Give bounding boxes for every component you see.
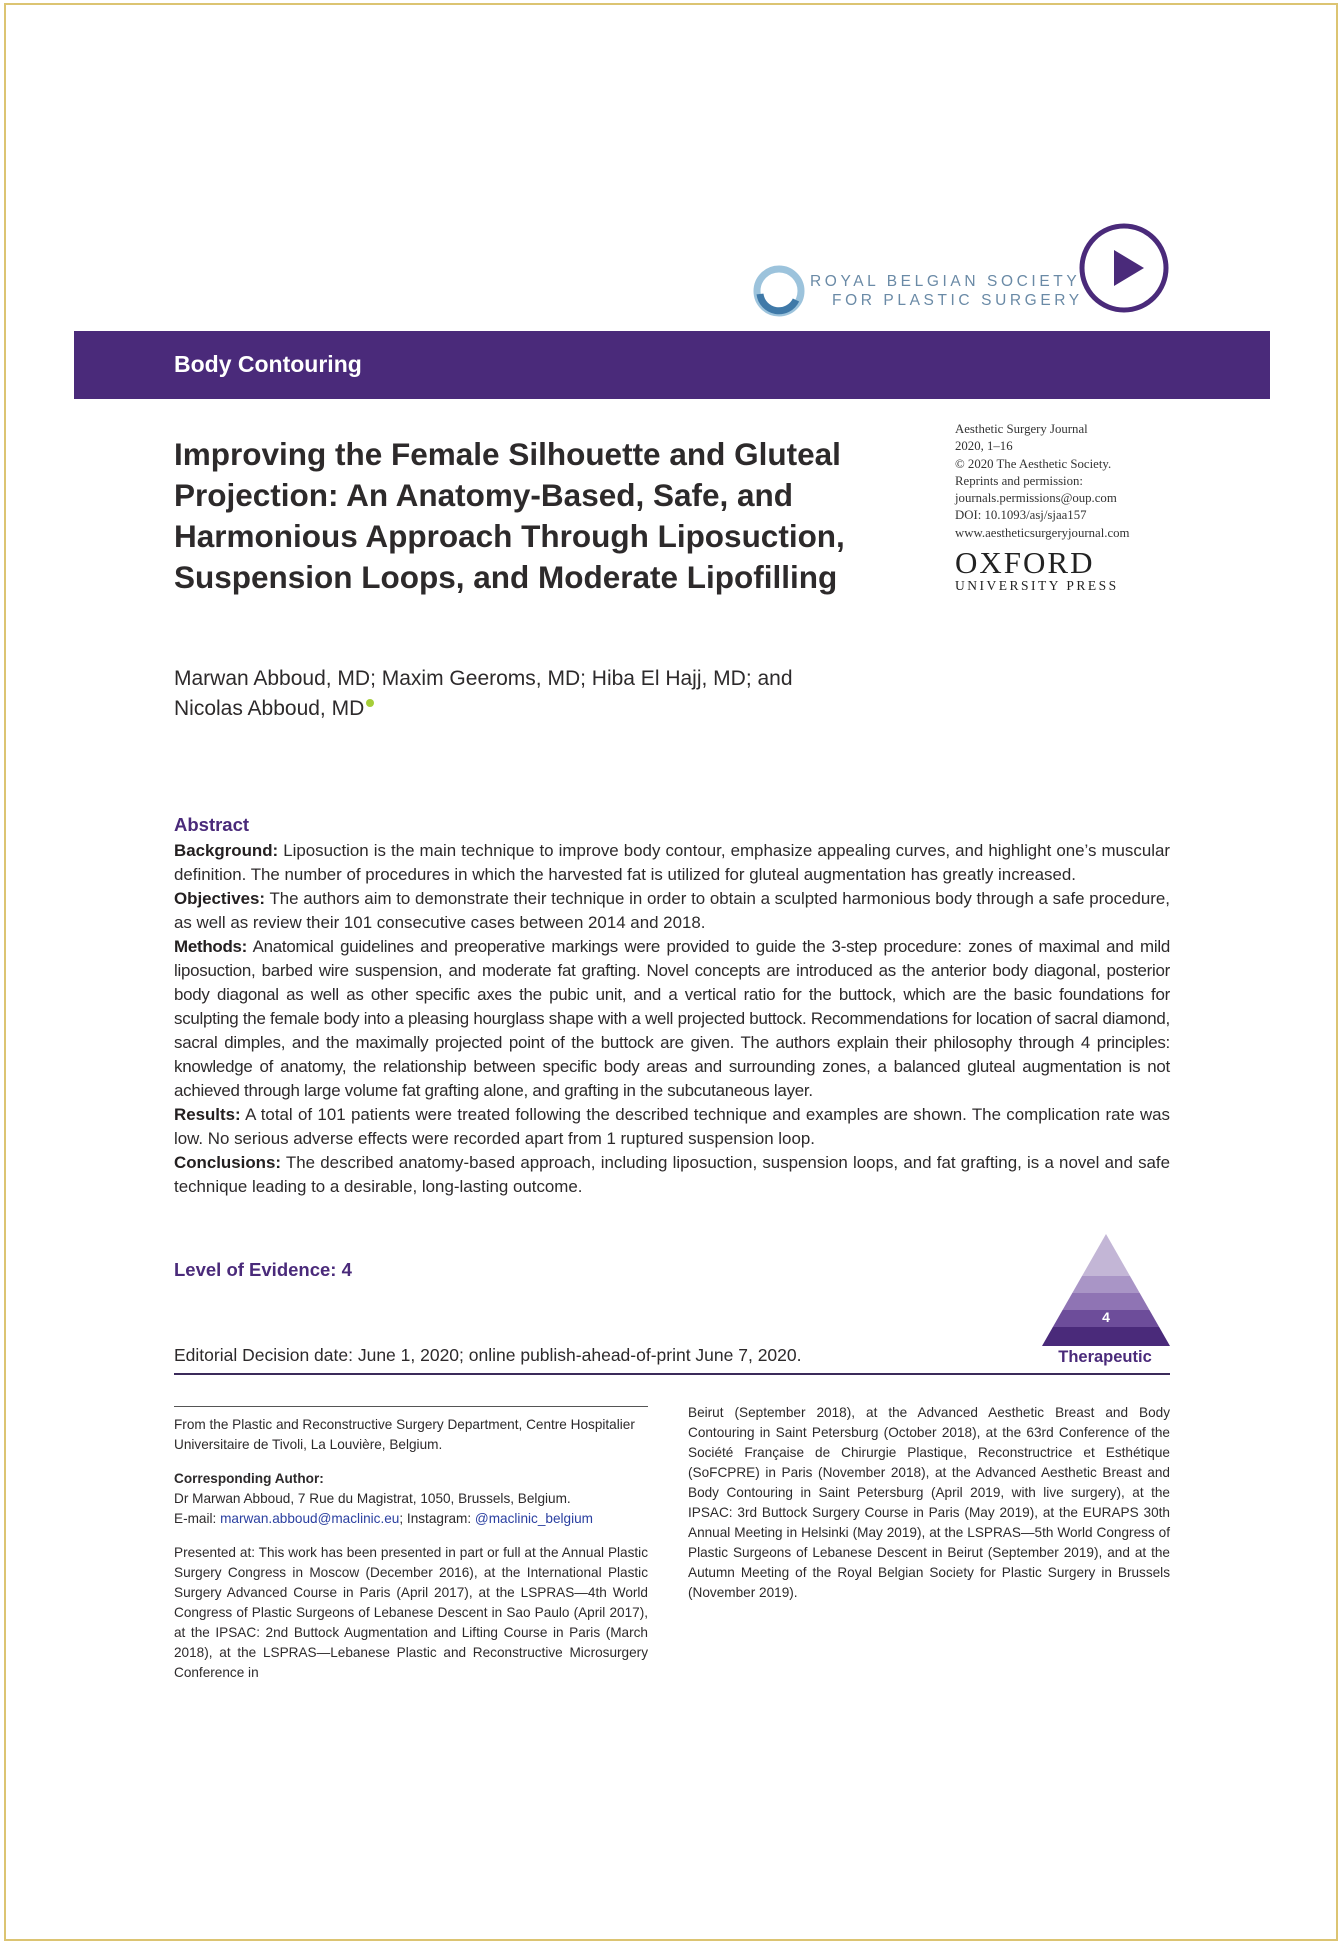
journal-volume: 2020, 1–16 xyxy=(955,439,1013,454)
abstract-background xyxy=(174,839,1170,887)
evidence-level-number: 4 xyxy=(1102,1309,1110,1325)
objectives-label: Objectives: xyxy=(174,889,266,908)
publisher-logo-oxford: OXFORD xyxy=(955,545,1095,581)
results-label: Results: xyxy=(174,1105,241,1124)
journal-reprints: Reprints and permission: xyxy=(955,473,1083,488)
abstract-conclusions xyxy=(174,1151,1170,1199)
presented-at-part2: Beirut (September 2018), at the Advanced Aesthetic Breast and Body Contouring in Saint Petersburg (October 2018), at the 63rd Conference of the Société Française de Chirurgie Plastique, Reconstructrice et Esthétique (SoFCPRE) in Paris (November 2018), at the Advanced Aesthetic Breast and Body Contouring in Saint Petersburg (April 2019, with live surgery), at the IPSAC: 3rd Buttock Surgery Course in Paris (May 2019), at the EURAPS 30th Annual Meeting in Helsinki (May 2019), at the LSPRAS—5th World Congress of Plastic Surgeons of Lebanese Descent in Beirut (September 2019), and at the Autumn Meeting of the Royal Belgian Society for Plastic Surgery in Brussels (November 2019). xyxy=(688,1405,1170,1600)
pyramid-tier-2 xyxy=(1072,1276,1139,1293)
instagram-label: ; Instagram: xyxy=(399,1511,472,1526)
footnote-rule xyxy=(174,1406,648,1407)
footnotes-left-column xyxy=(174,1415,648,1697)
corresponding-address: Dr Marwan Abboud, 7 Rue du Magistrat, 1050, Brussels, Belgium. xyxy=(174,1491,571,1506)
instagram-link[interactable]: @maclinic_belgium xyxy=(474,1511,593,1526)
presented-at-part1: Presented at: This work has been presented in part or full at the Annual Plastic Surgery Congress in Moscow (December 2016), at the International Plastic Surgery Advanced Course in Paris (April 2017), at the LSPRAS—4th World Congress of Plastic Surgeons of Lebanese Descent in Sao Paulo (April 2017), at the IPSAC: 2nd Buttock Augmentation and Lifting Course in Paris (March 2018), at the LSPRAS—Lebanese Plastic and Reconstructive Microsurgery Conference in xyxy=(174,1545,648,1680)
conclusions-text: The described anatomy-based approach, including liposuction, suspension loops, and fat grafting, is a novel and safe technique leading to a desirable, long-lasting outcome. xyxy=(174,1153,1171,1196)
results-text: A total of 101 patients were treated following the described technique and examples are shown. The complication rate was low. No serious adverse effects were recorded apart from 1 ruptured suspension loop. xyxy=(174,1105,1171,1148)
pyramid-tier-1 xyxy=(1082,1234,1130,1276)
email-label: E-mail: xyxy=(174,1511,217,1526)
methods-text: Anatomical guidelines and preoperative markings were provided to guide the 3-step procedure: zones of maximal and mild liposuction, barbed wire suspension, and moderate fat grafting. Novel concepts are introduced as the anterior body diagonal, posterior body diagonal as well as other specific axes the pubic unit, and a vertical ratio for the buttock, which are the basic foundations for sculpting the female body into a pleasing hourglass shape with a well projected buttock. Recommendations for location of sacral diamond, sacral dimples, and the maximally projected point of the buttock are given. The authors explain their philosophy through 4 principles: knowledge of anatomy, the relationship between specific body areas and surrounding zones, a balanced gluteal augmentation is not achieved through large volume fat grafting alone, and grafting in the subcutaneous layer. xyxy=(174,937,1170,1100)
play-circle-icon[interactable] xyxy=(1078,222,1170,314)
affiliation: From the Plastic and Reconstructive Surgery Department, Centre Hospitalier Universitaire de Tivoli, La Louvière, Belgium. xyxy=(174,1417,635,1452)
society-logo xyxy=(752,262,1083,320)
society-name-line2: FOR PLASTIC SURGERY xyxy=(832,292,1083,309)
evidence-pyramid-icon xyxy=(1040,1232,1172,1348)
society-name-line1: ROYAL BELGIAN SOCIETY xyxy=(810,273,1081,290)
conclusions-label: Conclusions: xyxy=(174,1153,281,1172)
journal-copyright: © 2020 The Aesthetic Society. xyxy=(955,456,1112,471)
corresponding-label: Corresponding Author: xyxy=(174,1471,324,1486)
background-text: Liposuction is the main technique to improve body contour, emphasize appealing curves, and highlight one’s muscular definition. The number of procedures in which the harvested fat is utilized for gluteal augmentation has greatly increased. xyxy=(174,841,1170,884)
publisher-logo-press: UNIVERSITY PRESS xyxy=(955,578,1119,594)
abstract-results xyxy=(174,1103,1170,1151)
journal-website[interactable]: www.aestheticsurgeryjournal.com xyxy=(955,525,1130,540)
journal-name: Aesthetic Surgery Journal xyxy=(955,422,1088,436)
abstract-methods xyxy=(174,935,1170,1103)
evidence-type-label: Therapeutic xyxy=(1058,1348,1152,1366)
article-title: Improving the Female Silhouette and Gluteal Projection: An Anatomy-Based, Safe, and Harmonious Approach Through Liposuction, Suspension Loops, and Moderate Lipofilling xyxy=(174,436,845,595)
background-label: Background: xyxy=(174,841,279,860)
email-link[interactable]: marwan.abboud@maclinic.eu xyxy=(220,1511,400,1526)
divider-rule xyxy=(174,1373,1170,1375)
abstract-body xyxy=(174,839,1170,1199)
abstract-objectives xyxy=(174,887,1170,935)
authors-line-1: Marwan Abboud, MD; Maxim Geeroms, MD; Hiba El Hajj, MD; and xyxy=(174,667,793,690)
section-banner xyxy=(74,331,1270,399)
swirl-logo-icon xyxy=(752,264,806,318)
orcid-icon[interactable] xyxy=(366,699,374,707)
objectives-text: The authors aim to demonstrate their technique in order to obtain a sculpted harmonious body through a safe procedure, as well as review their 101 consecutive cases between 2014 and 2018. xyxy=(174,889,1170,932)
section-label: Body Contouring xyxy=(174,351,362,377)
level-of-evidence: Level of Evidence: 4 xyxy=(174,1259,352,1280)
authors-line-2: Nicolas Abboud, MD xyxy=(174,697,365,720)
permissions-email[interactable]: journals.permissions@oup.com xyxy=(955,491,1117,506)
journal-doi[interactable]: DOI: 10.1093/asj/sjaa157 xyxy=(955,508,1087,523)
journal-info xyxy=(955,421,1175,594)
abstract-heading: Abstract xyxy=(174,814,250,835)
pyramid-tier-3 xyxy=(1063,1293,1150,1310)
methods-label: Methods: xyxy=(174,937,248,956)
pyramid-tier-5 xyxy=(1042,1327,1170,1346)
editorial-decision: Editorial Decision date: June 1, 2020; online publish-ahead-of-print June 7, 2020. xyxy=(174,1345,802,1365)
author-list xyxy=(174,664,974,724)
